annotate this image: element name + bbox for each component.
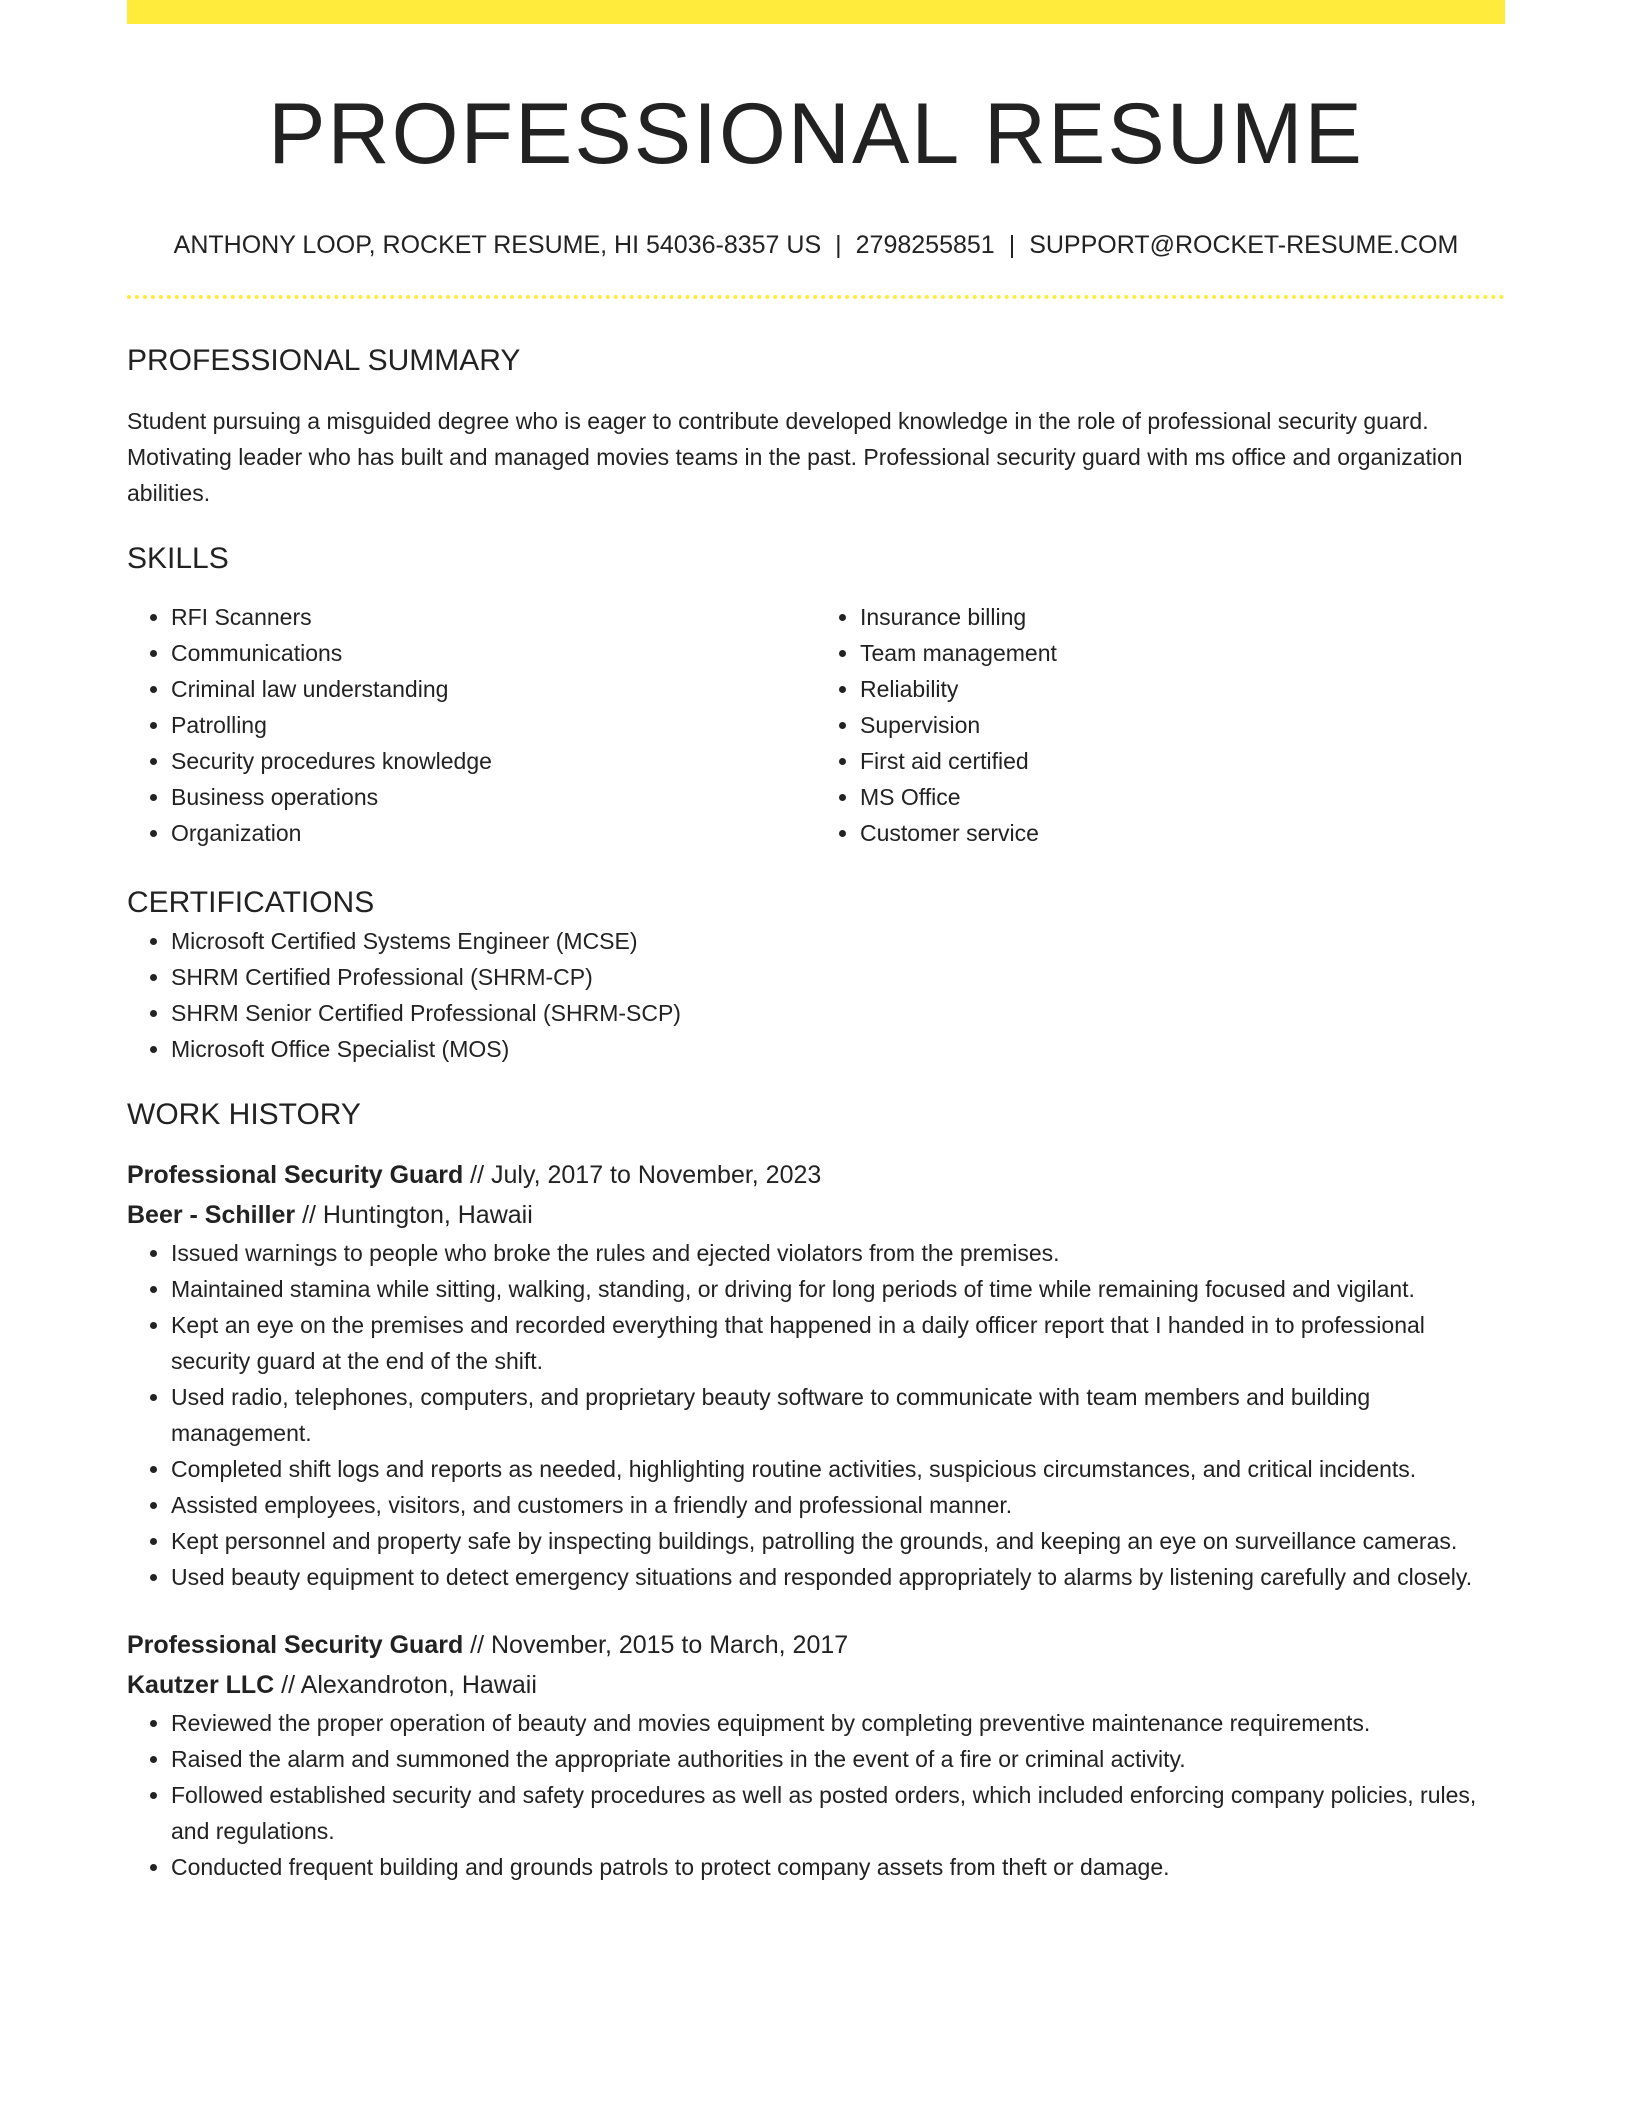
skills-left-list: [127, 599, 816, 851]
job-duty-item: • Followed established security and safety procedures as well as posted orders, which included enforcing company policies, rules, and regulations.: [171, 1777, 1505, 1849]
contact-line: [127, 227, 1505, 263]
job-location: // Huntington, Hawaii: [295, 1201, 533, 1229]
contact-phone: 2798255851: [855, 231, 995, 259]
skill-item: • Security procedures knowledge: [171, 743, 816, 779]
skills-columns: [127, 599, 1505, 851]
skill-item: • Team management: [860, 635, 1505, 671]
resume-title: PROFESSIONAL RESUME: [268, 86, 1364, 182]
job-duty-item: • Conducted frequent building and grounds patrols to protect company assets from theft or damage.: [171, 1849, 1505, 1885]
job-duty-item: • Used radio, telephones, computers, and proprietary beauty software to communicate with team members and building management.: [171, 1379, 1505, 1451]
top-accent-bar: [127, 0, 1505, 24]
certifications-heading: CERTIFICATIONS: [127, 886, 375, 919]
dotted-divider: [127, 295, 1505, 299]
job-company: Kautzer LLC: [127, 1671, 275, 1699]
skill-item: • MS Office: [860, 779, 1505, 815]
job-title-line: [127, 1625, 1505, 1665]
skill-item: • Supervision: [860, 707, 1505, 743]
skill-item: • Insurance billing: [860, 599, 1505, 635]
contact-address: ANTHONY LOOP, ROCKET RESUME, HI 54036-8357 US: [173, 231, 822, 259]
skill-item: • First aid certified: [860, 743, 1505, 779]
job-duty-item: • Reviewed the proper operation of beauty and movies equipment by completing preventive maintenance requirements.: [171, 1705, 1505, 1741]
job-duty-item: • Raised the alarm and summoned the appropriate authorities in the event of a fire or criminal activity.: [171, 1741, 1505, 1777]
job-title: Professional Security Guard: [127, 1631, 464, 1659]
job-dates: // July, 2017 to November, 2023: [463, 1161, 822, 1189]
job-duty-item: • Completed shift logs and reports as needed, highlighting routine activities, suspicious circumstances, and critical incidents.: [171, 1451, 1505, 1487]
job-location: // Alexandroton, Hawaii: [274, 1671, 537, 1699]
job-duty-item: • Issued warnings to people who broke the rules and ejected violators from the premises.: [171, 1235, 1505, 1271]
skill-item: • Communications: [171, 635, 816, 671]
skill-item: • RFI Scanners: [171, 599, 816, 635]
summary-heading: PROFESSIONAL SUMMARY: [127, 344, 521, 377]
job-title: Professional Security Guard: [127, 1161, 464, 1189]
skill-item: • Criminal law understanding: [171, 671, 816, 707]
skill-item: • Business operations: [171, 779, 816, 815]
job-duties-list: [127, 1235, 1505, 1595]
skill-item: • Customer service: [860, 815, 1505, 851]
job-duty-item: • Kept an eye on the premises and recorded everything that happened in a daily officer report that I handed in to professional security guard at the end of the shift.: [171, 1307, 1505, 1379]
certification-item: • SHRM Certified Professional (SHRM-CP): [171, 959, 1505, 995]
certification-item: • Microsoft Certified Systems Engineer (MCSE): [171, 923, 1505, 959]
contact-email: SUPPORT@ROCKET-RESUME.COM: [1029, 231, 1459, 259]
summary-text: Student pursuing a misguided degree who is eager to contribute developed knowledge in the role of professional security guard. Motivating leader who has built and managed movies teams in the past. Professional security guard with ms office and organization abilities.: [127, 408, 1463, 506]
job-duty-item: • Kept personnel and property safe by inspecting buildings, patrolling the grounds, and keeping an eye on surveillance cameras.: [171, 1523, 1505, 1559]
skill-item: • Reliability: [860, 671, 1505, 707]
certification-item: • SHRM Senior Certified Professional (SHRM-SCP): [171, 995, 1505, 1031]
job-company-line: [127, 1195, 1505, 1235]
job-dates: // November, 2015 to March, 2017: [463, 1631, 849, 1659]
job-duty-item: • Maintained stamina while sitting, walking, standing, or driving for long periods of time while remaining focused and vigilant.: [171, 1271, 1505, 1307]
resume-page: [127, 0, 1505, 1885]
job-duty-item: • Used beauty equipment to detect emergency situations and responded appropriately to alarms by listening carefully and closely.: [171, 1559, 1505, 1595]
skill-item: • Organization: [171, 815, 816, 851]
job-duty-item: • Assisted employees, visitors, and customers in a friendly and professional manner.: [171, 1487, 1505, 1523]
contact-separator: |: [1008, 231, 1016, 259]
certifications-list: [127, 923, 1505, 1067]
skills-heading: SKILLS: [127, 542, 229, 575]
contact-separator: |: [835, 231, 842, 259]
skills-right-list: [816, 599, 1505, 851]
job-title-line: [127, 1155, 1505, 1195]
certification-item: • Microsoft Office Specialist (MOS): [171, 1031, 1505, 1067]
work-history-heading: WORK HISTORY: [127, 1098, 361, 1131]
job-company-line: [127, 1665, 1505, 1705]
job-company: Beer - Schiller: [127, 1201, 296, 1229]
skill-item: • Patrolling: [171, 707, 816, 743]
job-duties-list: [127, 1705, 1505, 1885]
